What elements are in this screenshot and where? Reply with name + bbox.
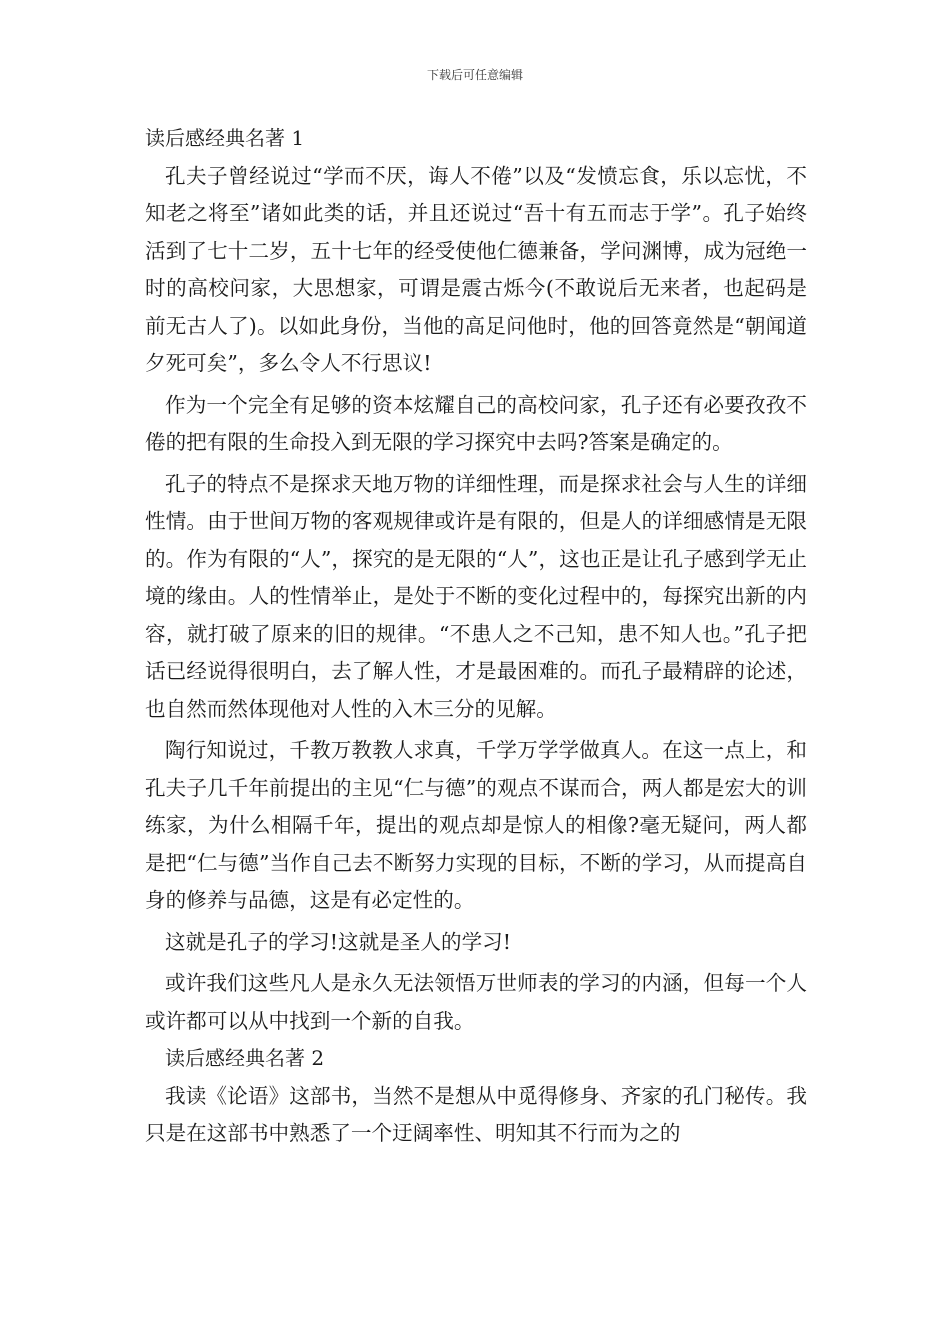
paragraph: 孔子的特点不是探求天地万物的详细性理，而是探求社会与人生的详细性情。由于世间万物的客观规律或许是有限的，但是人的详细感情是无限的。作为有限的“人”，探究的是无限的“人”，这也正是让孔子感到学无止境的缘由。人的性情举止，是处于不断的变化过程中的，每探究出新的内容，就打破了原来的旧的规律。“不患人之不己知，患不知人也。”孔子把话已经说得很明白，去了解人性，才是最困难的。而孔子最精辟的论述，也自然而然体现他对人性的入木三分的见解。 (145, 471, 807, 721)
section-title: 读后感经典名著 1 (145, 126, 305, 150)
page-header: 下载后可任意编辑 (426, 68, 523, 82)
paragraph: 陶行知说过，千教万教教人求真，千学万学学做真人。在这一点上，和孔夫子几千年前提出的主见“仁与德”的观点不谋而合，两人都是宏大的训练家，为什么相隔千年，提出的观点却是惊人的相像?毫无疑问，两人都是把“仁与德”当作自己去不断努力实现的目标，不断的学习，从而提高自身的修养与品德，这是有必定性的。 (145, 738, 807, 912)
paragraph: 我读《论语》这部书，当然不是想从中觅得修身、齐家的孔门秘传。我只是在这部书中熟悉了一个迂阔率性、明知其不行而为之的 (145, 1083, 807, 1145)
paragraph: 这就是孔子的学习!这就是圣人的学习! (165, 929, 512, 954)
document-body (145, 120, 807, 1153)
section-title: 读后感经典名著 2 (165, 1046, 325, 1070)
paragraph: 孔夫子曾经说过“学而不厌，诲人不倦”以及“发愤忘食，乐以忘忧，不知老之将至”诸如此类的话，并且还说过“吾十有五而志于学”。孔子始终活到了七十二岁，五十七年的经受使他仁德兼备，学问渊博，成为冠绝一时的高校问家，大思想家，可谓是震古烁今(不敢说后无来者，也起码是前无古人了)。以如此身份，当他的高足问他时，他的回答竟然是“朝闻道夕死可矣”，多么令人不行思议! (145, 163, 807, 375)
paragraph: 作为一个完全有足够的资本炫耀自己的高校问家，孔子还有必要孜孜不倦的把有限的生命投入到无限的学习探究中去吗?答案是确定的。 (145, 392, 807, 454)
paragraph: 或许我们这些凡人是永久无法领悟万世师表的学习的内涵，但每一个人或许都可以从中找到一个新的自我。 (145, 971, 807, 1033)
